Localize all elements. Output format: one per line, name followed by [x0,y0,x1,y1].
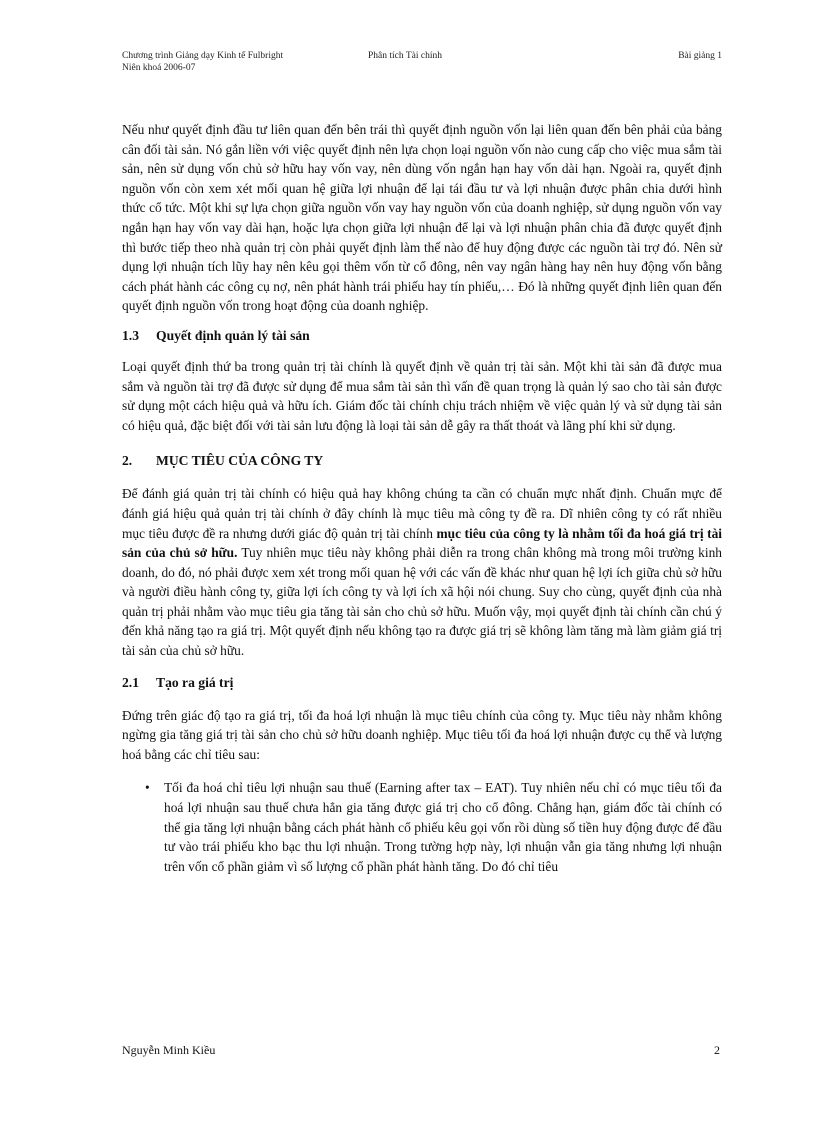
document-body [122,120,722,876]
header-course: Phân tích Tài chính [368,51,442,61]
heading-number: 2.1 [122,674,139,690]
header-program: Chương trình Giảng dạy Kinh tế Fulbright [122,51,284,61]
page-number: 2 [714,1043,720,1057]
text-run: Để đánh giá quản trị tài chính có hiệu quả hay không chúng ta cần có chuẩn mực nhất định. Chuẩn mực để đánh giá hiệu quả quản trị tài chính ở đây chính là mục tiêu mà công ty đề ra. Dĩ nhiên công ty có rất nhiều mục tiêu được đề ra nhưng dưới giác độ quản trị tài chính [122,486,722,541]
bullet-list [122,778,722,876]
heading-title: MỤC TIÊU CỦA CÔNG TY [156,453,324,469]
header-year: Niên khoá 2006-07 [122,63,196,73]
heading-title: Tạo ra giá trị [156,674,234,690]
paragraph-value-creation: Đứng trên giác độ tạo ra giá trị, tối đa hoá lợi nhuận là mục tiêu chính của công ty. Mục tiêu này nhằm không ngừng gia tăng giá trị tài sản cho chủ sở hữu doanh nghiệp. Mục tiêu tối đa hoá lợi nhuận được cụ thể và lượng hoá bằng các chỉ tiêu sau: [122,707,722,762]
page-header [122,50,722,74]
list-item-text: Tối đa hoá chỉ tiêu lợi nhuận sau thuế (Earning after tax – EAT). Tuy nhiên nếu chỉ có mục tiêu tối đa hoá lợi nhuận sau thuế chưa hẳn gia tăng được giá trị cho cổ đông. Chẳng hạn, giám đốc tài chính có thể gia tăng lợi nhuận bằng cách phát hành cổ phiếu kêu gọi vốn rồi dùng số tiền huy động được để đầu tư vào trái phiếu kho bạc thu lợi nhuận. Trong tường hợp này, lợi nhuận vẫn gia tăng nhưng lợi nhuận trên vốn cổ phần giảm vì số lượng cổ phần phát hành tăng. Do đó chỉ tiêu [164,780,722,874]
footer-author: Nguyễn Minh Kiều [122,1043,216,1057]
heading-number: 1.3 [122,327,139,343]
heading-title: Quyết định quản lý tài sản [156,327,310,343]
header-lecture: Bài giảng 1 [678,51,722,61]
paragraph-asset-management: Loại quyết định thứ ba trong quản trị tài chính là quyết định về quản trị tài sản. Một khi tài sản đã được mua sắm và nguồn tài trợ đã được sử dụng để mua sắm tài sản thì vấn đề quan trọng là quản lý sao cho tài sản được sử dụng một cách hiệu quả và hữu ích. Giám đốc tài chính chịu trách nhiệm về việc quản lý và sử dụng tài sản có hiệu quả, đặc biệt đối với tài sản lưu động là loại tài sản dễ gây ra thất thoát và lãng phí khi sử dụng. [122,358,722,433]
text-run: Tuy nhiên mục tiêu này không phải diễn ra trong chân không mà trong môi trường kinh doanh, do đó, nó phải được xem xét trong mối quan hệ với các vấn đề khác như quan hệ lợi ích giữa chủ sở hữu và người điều hành công ty, giữa lợi ích công ty và lợi ích xã hội nói chung. Suy cho cùng, quyết định của nhà quản trị phải nhằm vào mục tiêu gia tăng tài sản cho chủ sở hữu. Muốn vậy, mọi quyết định tài chính cần chú ý đến khả năng tạo ra giá trị. Một quyết định nếu không tạo ra được giá trị sẽ không làm tăng mà làm giảm giá trị tài sản của chủ sở hữu. [122,545,722,659]
heading-2-1 [122,673,722,692]
heading-1-3 [122,326,722,345]
paragraph-company-goal [122,484,722,660]
heading-2 [122,451,722,470]
heading-number: 2. [122,453,133,469]
bullet-icon: • [145,780,150,796]
paragraph-capital-decision: Nếu như quyết định đầu tư liên quan đến bên trái thì quyết định nguồn vốn lại liên quan đến bên phải của bảng cân đối tài sản. Nó gắn liền với việc quyết định nên lựa chọn loại nguồn vốn nào cung cấp cho việc mua sắm tài sản, nên sử dụng vốn chủ sở hữu hay vốn vay, nên dùng vốn ngắn hạn hay vốn dài hạn. Ngoài ra, quyết định nguồn vốn còn xem xét mối quan hệ giữa lợi nhuận để lại tái đầu tư và lợi nhuận được phân chia dưới hình thức cổ tức. Một khi sự lựa chọn giữa nguồn vốn vay hay nguồn vốn của doanh nghiệp, sử dụng nguồn vốn vay ngắn hạn hay vốn vay dài hạn, hoặc lựa chọn giữa lợi nhuận để lại và lợi nhuận phân chia đã được quyết định thì bước tiếp theo nhà quản trị còn phải quyết định làm thế nào để huy động được các nguồn tài trợ đó. Nên sử dụng lợi nhuận tích lũy hay nên kêu gọi thêm vốn từ cổ đông, nên vay ngân hàng hay nên huy động vốn bằng cách phát hành các công cụ nợ, nên phát hành trái phiếu hay tín phiếu,… Đó là những quyết định liên quan đến quyết định nguồn vốn trong hoạt động của doanh nghiệp. [122,122,722,314]
bold-goal-statement: mục tiêu của công ty là nhằm tối đa hoá giá trị tài sản của chủ sở hữu. [122,525,722,561]
list-item [122,778,722,876]
